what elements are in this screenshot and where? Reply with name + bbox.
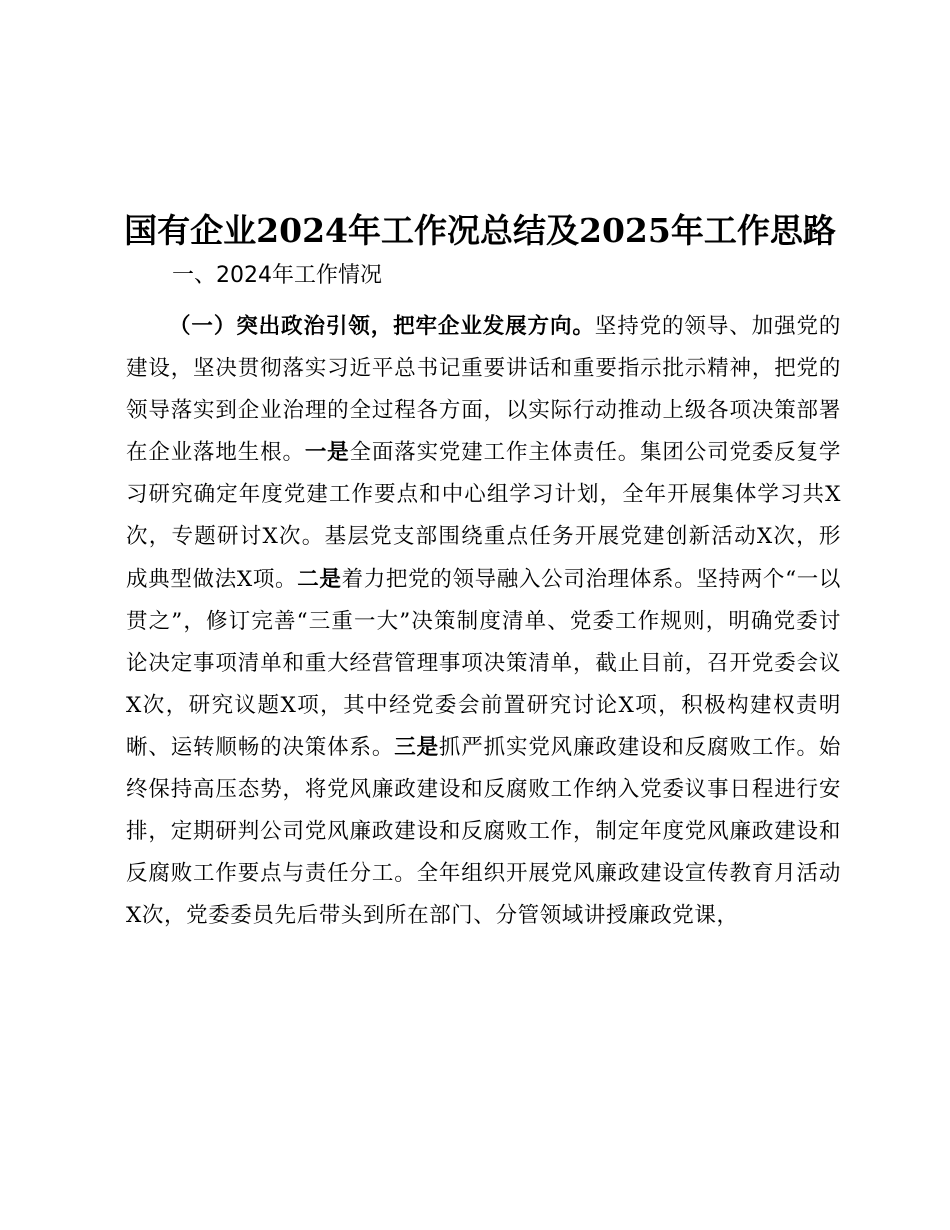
paragraph-lead: （一）突出政治引领，把牢企业发展方向。 (169, 314, 595, 339)
section-heading: 一、2024年工作情况 (172, 263, 382, 288)
document-title: 国有企业2024年工作况总结及2025年工作思路 (124, 211, 836, 250)
paragraph-text: 着力把党的领导融入公司治理体系。坚持两个“一以贯之”，修订完善“三重一大”决策制度清单、党委工作规则，明确党委讨论决定事项清单和重大经营管理事项决策清单，截止目前，召开党委会议X次，研究议题X项，其中经党委会前置研究讨论X项，积极构建权责明晰、运转顺畅的决策体系。 (126, 566, 842, 760)
point-marker: 一是 (304, 440, 350, 466)
paragraph-text: 坚持党的领导、加强党的建设，坚决贯彻落实习近平总书记重要讲话和重要指示批示精神，把党的领导落实到企业治理的全过程各方面，以实际行动推动上级各项决策部署在企业落地生根。 (126, 314, 841, 466)
point-marker: 三是 (394, 734, 439, 760)
paragraph-text: 抓严抓实党风廉政建设和反腐败工作。始终保持高压态势，将党风廉政建设和反腐败工作纳入党委议事日程进行安排，定期研判公司党风廉政建设和反腐败工作，制定年度党风廉政建设和反腐败工作要点与责任分工。全年组织开展党风廉政建设宣传教育月活动X次，党委委员先后带头到所在部门、分管领域讲授廉政党课， (126, 734, 841, 929)
paragraph-text: 全面落实党建工作主体责任。集团公司党委反复学习研究确定年度党建工作要点和中心组学习计划，全年开展集体学习共X次，专题研讨X次。基层党支部围绕重点任务开展党建创新活动X次，形成典型做法X项。 (126, 440, 841, 592)
point-marker: 二是 (297, 566, 342, 592)
body-paragraph (126, 306, 841, 937)
